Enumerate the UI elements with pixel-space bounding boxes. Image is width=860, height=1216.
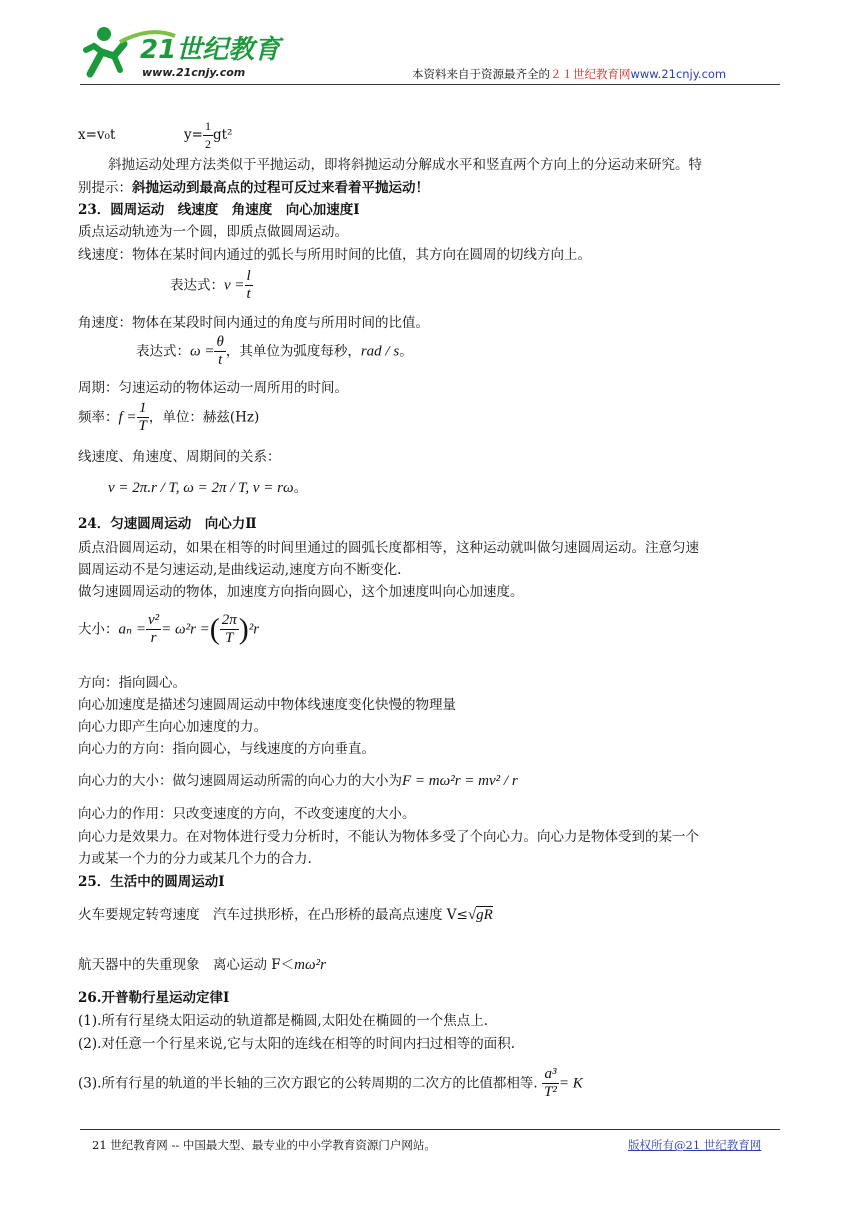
header-note: 本资料来自于资源最齐全的２１世纪教育网www.21cnjy.com bbox=[412, 67, 727, 81]
header-url-link[interactable]: www.21cnjy.com bbox=[630, 67, 727, 81]
section-heading-23: 23．圆周运动 线速度 角速度 向心加速度Ⅰ bbox=[78, 202, 360, 218]
formula-line-xy: x=v₀t y= $\frac{1}{2}$ gt² bbox=[78, 119, 233, 151]
section-heading-25: 25．生活中的圆周运动Ⅰ bbox=[78, 874, 225, 890]
paragraph-line: 质点运动轨迹为一个圆，即质点做圆周运动。 bbox=[78, 224, 348, 240]
paragraph-line: 做匀速圆周运动的物体，加速度方向指向圆心，这个加速度叫向心加速度。 bbox=[78, 584, 524, 600]
footer-slogan: 21 世纪教育网 -- 中国最大型、最专业的中小学教育资源门户网站。 bbox=[92, 1138, 436, 1152]
paragraph-line: (1).所有行星绕太阳运动的轨道都是椭圆,太阳处在椭圆的一个焦点上. bbox=[78, 1013, 488, 1029]
paragraph-line: 向心力的作用：只改变速度的方向，不改变速度的大小。 bbox=[78, 806, 416, 822]
formula-linear-velocity: 表达式：v = $\frac{l}{t}$ bbox=[170, 268, 251, 302]
header-divider bbox=[80, 84, 780, 85]
logo-url: www.21cnjy.com bbox=[142, 66, 246, 79]
paragraph-line: 线速度、角速度、周期间的关系： bbox=[78, 449, 281, 465]
paragraph-line: 别提示：斜抛运动到最高点的过程可反过来看着平抛运动！ bbox=[78, 180, 429, 196]
paragraph-line: 周期：匀速运动的物体运动一周所用的时间。 bbox=[78, 380, 348, 396]
formula-frequency: 频率：f = $\frac{1}{T}$ ，单位：赫兹(Hz) bbox=[78, 400, 260, 434]
footer-divider bbox=[80, 1129, 780, 1130]
paragraph-line: 质点沿圆周运动，如果在相等的时间里通过的圆弧长度都相等，这种运动就叫做匀速圆周运动。注意匀速 bbox=[78, 540, 699, 556]
paragraph-line: (2).对任意一个行星来说,它与太阳的连线在相等的时间内扫过相等的面积. bbox=[78, 1036, 515, 1052]
paragraph-line: 向心力的方向：指向圆心，与线速度的方向垂直。 bbox=[78, 741, 375, 757]
formula-centripetal-force: 向心力的大小：做匀速圆周运动所需的向心力的大小为F = mω²r = mv² / r bbox=[78, 773, 518, 789]
paragraph-line: 力或某一个力的分力或某几个力的合力. bbox=[78, 851, 312, 867]
paragraph-line: 方向：指向圆心。 bbox=[78, 675, 186, 691]
footer-copyright-link[interactable]: 版权所有@21 世纪教育网 bbox=[628, 1138, 762, 1152]
formula-centrifugal: 航天器中的失重现象 离心运动 F＜mω²r bbox=[78, 957, 326, 973]
section-heading-26: 26.开普勒行星运动定律Ⅰ bbox=[78, 990, 230, 1006]
site-logo[interactable] bbox=[80, 22, 330, 84]
paragraph-line: 向心力即产生向心加速度的力。 bbox=[78, 719, 267, 735]
section-heading-24: 24．匀速圆周运动 向心力Ⅱ bbox=[78, 516, 257, 532]
paragraph-line: 角速度：物体在某段时间内通过的角度与所用时间的比值。 bbox=[78, 315, 429, 331]
formula-angular-velocity: 表达式：ω = $\frac{\theta}{t}$ ，其单位为弧度每秒，rad / s。 bbox=[136, 334, 413, 368]
paragraph-line: 向心力是效果力。在对物体进行受力分析时，不能认为物体多受了个向心力。向心力是物体受到的某一个 bbox=[78, 829, 699, 845]
runner-logo-icon bbox=[80, 22, 330, 84]
formula-relations: v = 2π.r / T, ω = 2π / T, v = rω。 bbox=[108, 480, 308, 496]
formula-centripetal-acceleration: 大小：aₙ = $\frac{\text{v²}}{r}$ = ω²r =( $\frac{2\pi}{T}$ )²r bbox=[78, 612, 260, 646]
paragraph-line: 线速度：物体在某时间内通过的弧长与所用时间的比值，其方向在圆周的切线方向上。 bbox=[78, 247, 591, 263]
paragraph-line: 圆周运动不是匀速运动,是曲线运动,速度方向不断变化. bbox=[78, 562, 402, 578]
paragraph-line: 向心加速度是描述匀速圆周运动中物体线速度变化快慢的物理量 bbox=[78, 697, 456, 713]
header-site-name: ２１世纪教育网 bbox=[550, 67, 631, 81]
formula-bridge-speed: 火车要规定转弯速度 汽车过拱形桥，在凸形桥的最高点速度 V≤√gR bbox=[78, 907, 493, 923]
formula-kepler-third: (3).所有行星的轨道的半长轴的三次方跟它的公转周期的二次方的比值都相等. $\frac{\text{a³}}{\text{T²}}$ = K bbox=[78, 1066, 583, 1100]
paragraph-line: 斜抛运动处理方法类似于平抛运动，即将斜抛运动分解成水平和竖直两个方向上的分运动来研究。特 bbox=[108, 157, 702, 173]
logo-title: 21世纪教育 bbox=[140, 35, 281, 65]
